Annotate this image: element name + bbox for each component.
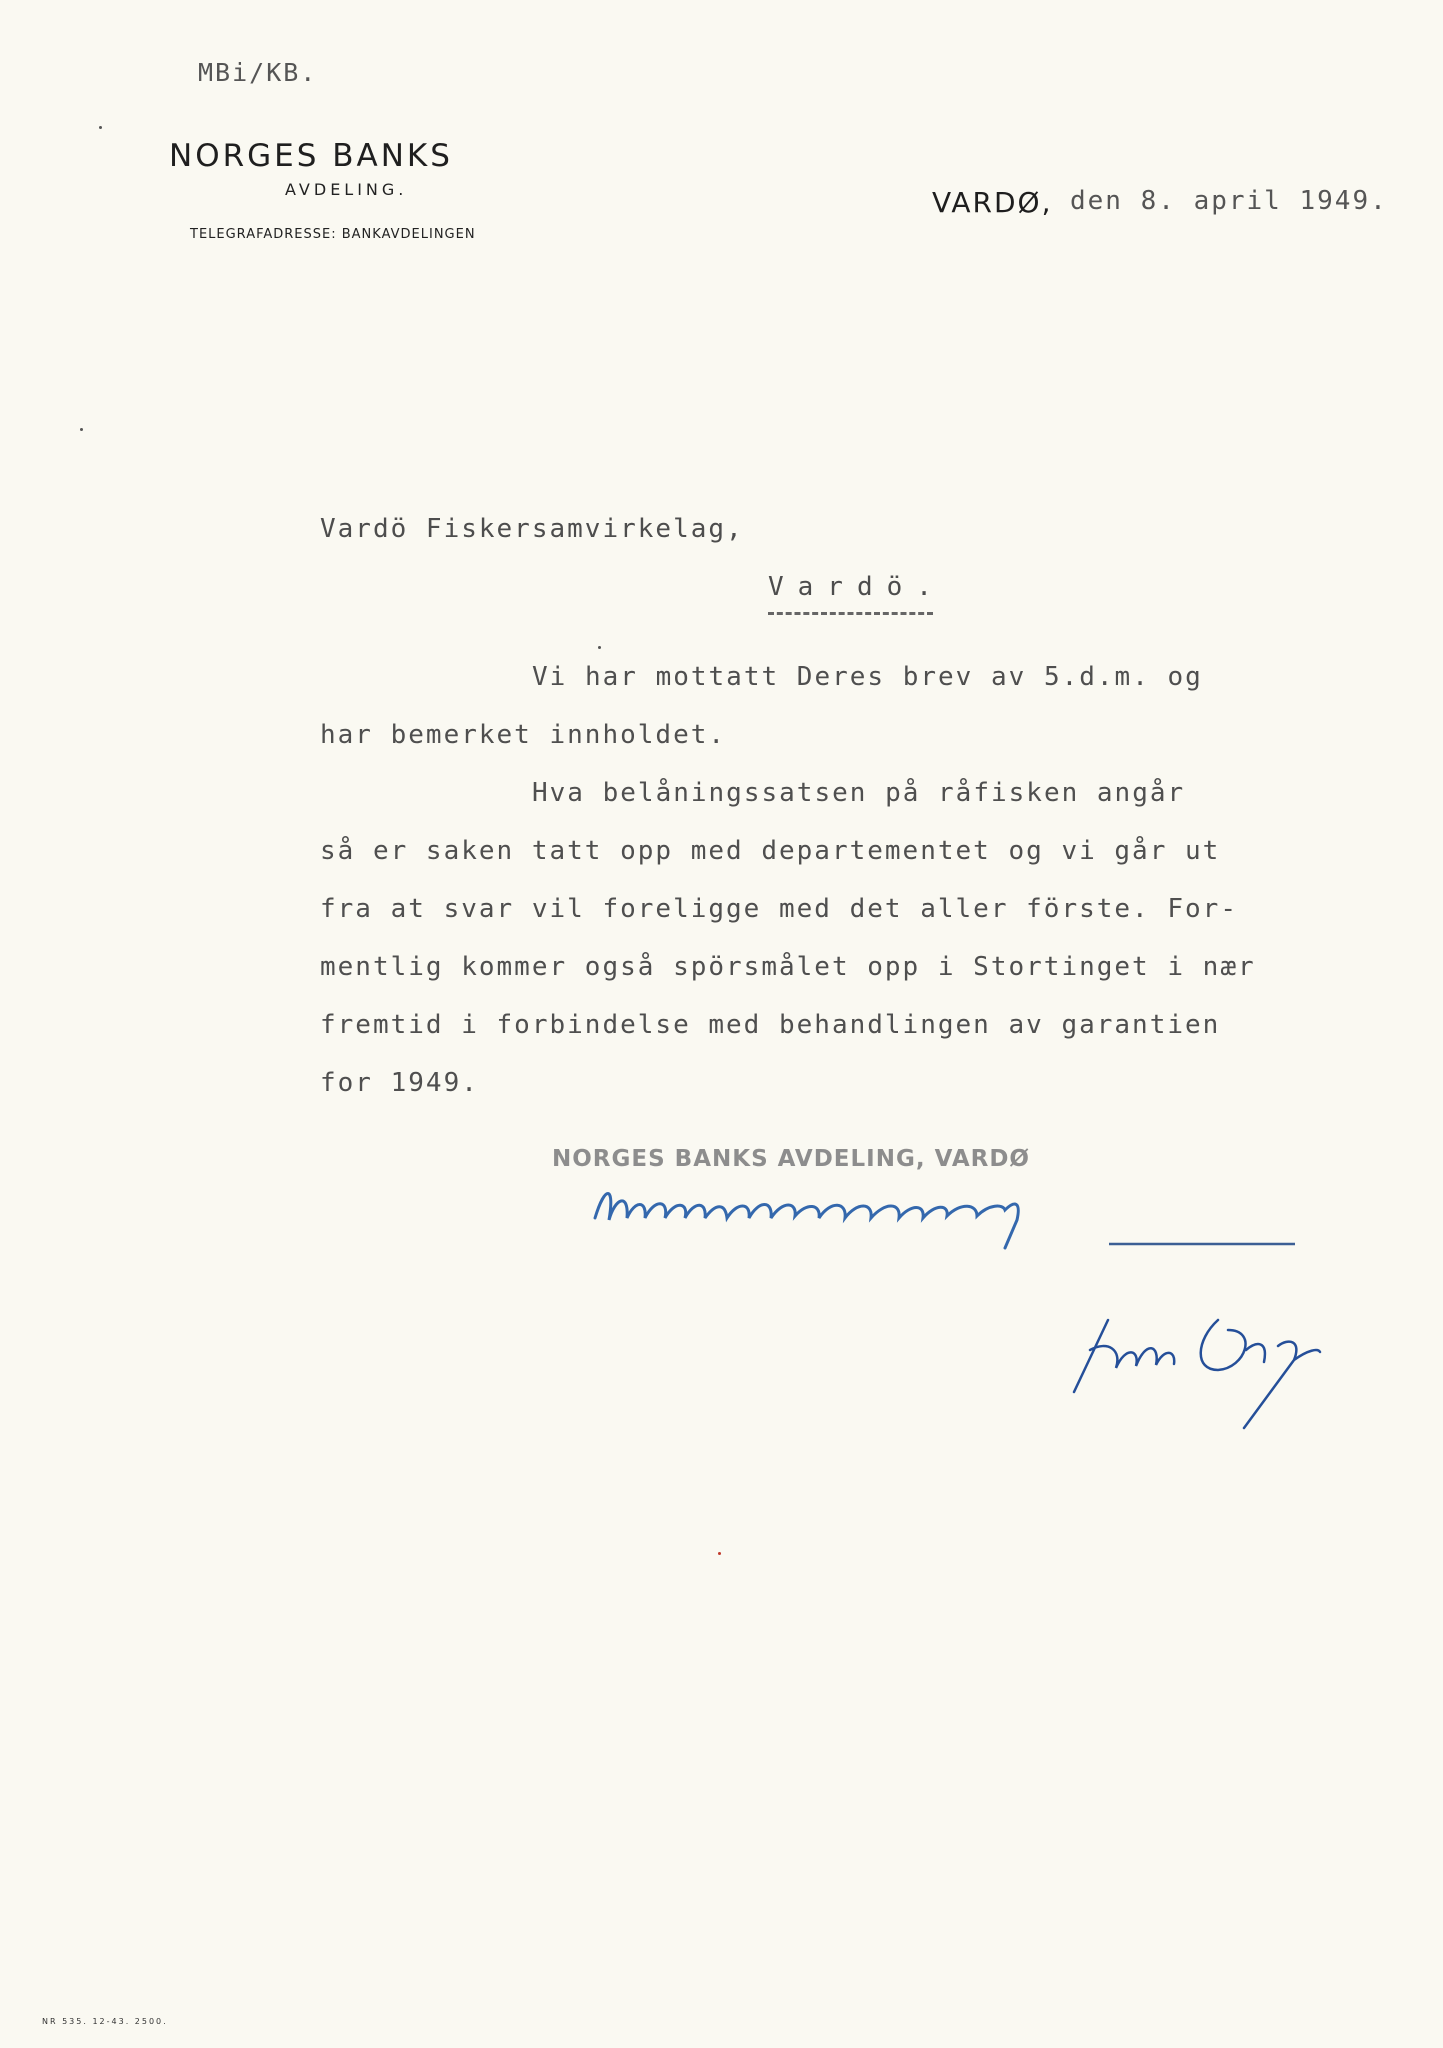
signature-line [1105, 1235, 1300, 1253]
bank-name: NORGES BANKS [169, 138, 453, 174]
bank-department: AVDELING. [285, 180, 408, 199]
recipient-city: Vardö. [768, 572, 946, 602]
body-line-4: så er saken tatt opp med departementet og vi går ut [320, 836, 1221, 866]
paper-speck [598, 646, 601, 649]
body-line-8: for 1949. [320, 1068, 479, 1098]
reference-code: MBi/KB. [198, 58, 318, 87]
body-line-6: mentlig kommer også spörsmålet opp i Stortinget i nær [320, 952, 1256, 982]
telegraph-address: TELEGRAFADRESSE: BANKAVDELINGEN [190, 227, 476, 242]
print-code: NR 535. 12-43. 2500. [42, 2017, 168, 2026]
paper-speck [718, 1552, 721, 1555]
body-line-2: har bemerket innholdet. [320, 720, 727, 750]
bank-stamp: NORGES BANKS AVDELING, VARDØ [552, 1146, 1030, 1172]
city-underline [768, 612, 933, 615]
body-line-3: Hva belåningssatsen på råfisken angår [532, 778, 1186, 808]
body-line-5: fra at svar vil foreligge med det aller förste. For- [320, 894, 1238, 924]
body-line-7: fremtid i forbindelse med behandlingen av garantien [320, 1010, 1221, 1040]
recipient-name: Vardö Fiskersamvirkelag, [320, 514, 744, 544]
handwritten-signature-2 [1068, 1300, 1328, 1435]
paper-speck [80, 428, 83, 431]
letter-place: VARDØ, [932, 186, 1053, 219]
handwritten-signature-1 [585, 1170, 1055, 1255]
paper-speck [99, 126, 102, 129]
body-line-1: Vi har mottatt Deres brev av 5.d.m. og [532, 662, 1203, 692]
letter-date: den 8. april 1949. [1070, 186, 1388, 216]
